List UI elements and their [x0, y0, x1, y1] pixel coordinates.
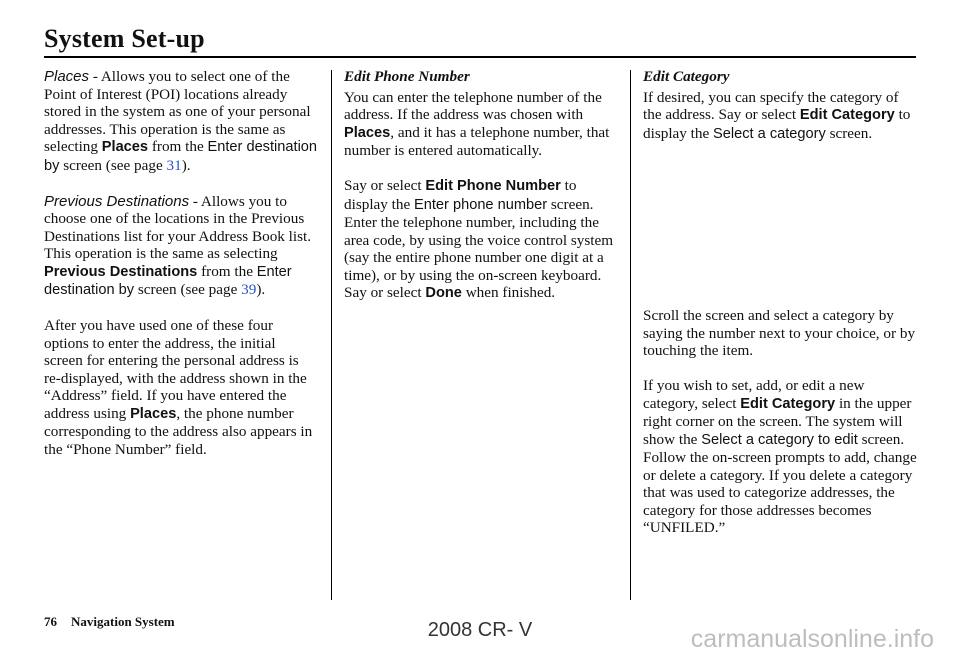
- column-2: [344, 68, 620, 320]
- column-3: [643, 68, 917, 554]
- places-paragraph: [44, 68, 318, 175]
- page-link[interactable]: 31: [166, 156, 182, 174]
- category-paragraph-1: [643, 89, 917, 144]
- edit-category-label: Edit Category: [740, 395, 836, 412]
- text: screen. Enter the telephone number, including the area code, by using the voice control system (say the entire phone number one digit at a time), or by using the on-screen keyboard. Say or select: [344, 195, 614, 301]
- screen-name: Enter destination by: [44, 263, 292, 298]
- model-label: 2008 CR- V: [427, 619, 533, 641]
- site-watermark: carmanualsonline.info: [690, 625, 934, 653]
- column-1: [44, 68, 318, 476]
- category-paragraph-2: Scroll the screen and select a category by saying the number next to your choice, or by touching the item.: [643, 307, 916, 359]
- screen-name: Select a category to edit: [701, 431, 858, 448]
- edit-phone-number-heading: Edit Phone Number: [344, 68, 470, 85]
- text: ).: [256, 281, 266, 298]
- text: screen.: [825, 124, 873, 142]
- edit-category-label: Edit Category: [799, 107, 895, 123]
- done-label: Done: [425, 285, 462, 301]
- edit-category-heading: Edit Category: [643, 68, 730, 85]
- page-link[interactable]: 39: [241, 281, 257, 298]
- phone-paragraph-2: [344, 177, 620, 303]
- text: - Allows you to select one of the Point of Interest (POI) locations already stored in the system as one of your personal addresses. This operation is the same as selecting: [44, 68, 311, 155]
- text: from the: [148, 138, 208, 155]
- text: when finished.: [461, 284, 556, 301]
- column-divider-1: [331, 70, 332, 600]
- text: After you have used one of these four options to enter the address, the initial screen for entering the personal address is re-displayed, with the address shown in the “Address” field. If you have entered the address using: [44, 317, 307, 422]
- text: to display the: [344, 177, 577, 213]
- screen-name: Select a category: [713, 125, 826, 142]
- places-label: Places: [344, 124, 391, 141]
- screen-name: Enter phone number: [414, 196, 548, 213]
- text: screen (see page: [134, 281, 242, 298]
- header-rule: [44, 56, 916, 58]
- section-name: Navigation System: [71, 614, 175, 629]
- places-label: Places: [101, 139, 149, 155]
- text: If desired, you can specify the category of the address. Say or select: [643, 88, 899, 123]
- category-paragraph-3: [643, 377, 917, 537]
- text: Say or select: [344, 177, 426, 194]
- text: If you wish to set, add, or edit a new category, select: [643, 377, 865, 412]
- edit-phone-number-label: Edit Phone Number: [425, 178, 561, 194]
- text: - Allows you to choose one of the locations in the Previous Destinations list for your Address Book list. This operation is the same as selecting: [44, 192, 312, 262]
- text: to display the: [643, 106, 911, 142]
- places-term: Places: [44, 68, 90, 85]
- text: screen (see page: [59, 156, 167, 174]
- text: , the phone number corresponding to the address also appears in the “Phone Number” field.: [44, 404, 313, 458]
- previous-destinations-term: Previous Destinations: [44, 192, 190, 210]
- watermark: [0, 619, 960, 653]
- text: , and it has a telephone number, that number is entered automatically.: [344, 123, 610, 159]
- page-number: 76: [44, 614, 57, 629]
- screen-name: Enter destination by: [44, 139, 318, 174]
- places-label: Places: [130, 405, 177, 422]
- text: in the upper right corner on the screen. The system will show the: [643, 394, 912, 448]
- text: You can enter the telephone number of the address. If the address was chosen with: [344, 88, 602, 123]
- page-title: System Set-up: [44, 24, 205, 53]
- after-options-paragraph: [44, 317, 318, 458]
- column-divider-2: [630, 70, 631, 600]
- previous-destinations-label: Previous Destinations: [44, 263, 198, 280]
- previous-destinations-paragraph: [44, 193, 318, 300]
- text: from the: [197, 262, 257, 280]
- text: ).: [181, 156, 191, 174]
- text: screen. Follow the on-screen prompts to add, change or delete a category. If you delete a category that was used to categorize addresses, the category for those addresses becomes “UNFILED.”: [643, 430, 917, 536]
- phone-paragraph-1: [344, 89, 620, 160]
